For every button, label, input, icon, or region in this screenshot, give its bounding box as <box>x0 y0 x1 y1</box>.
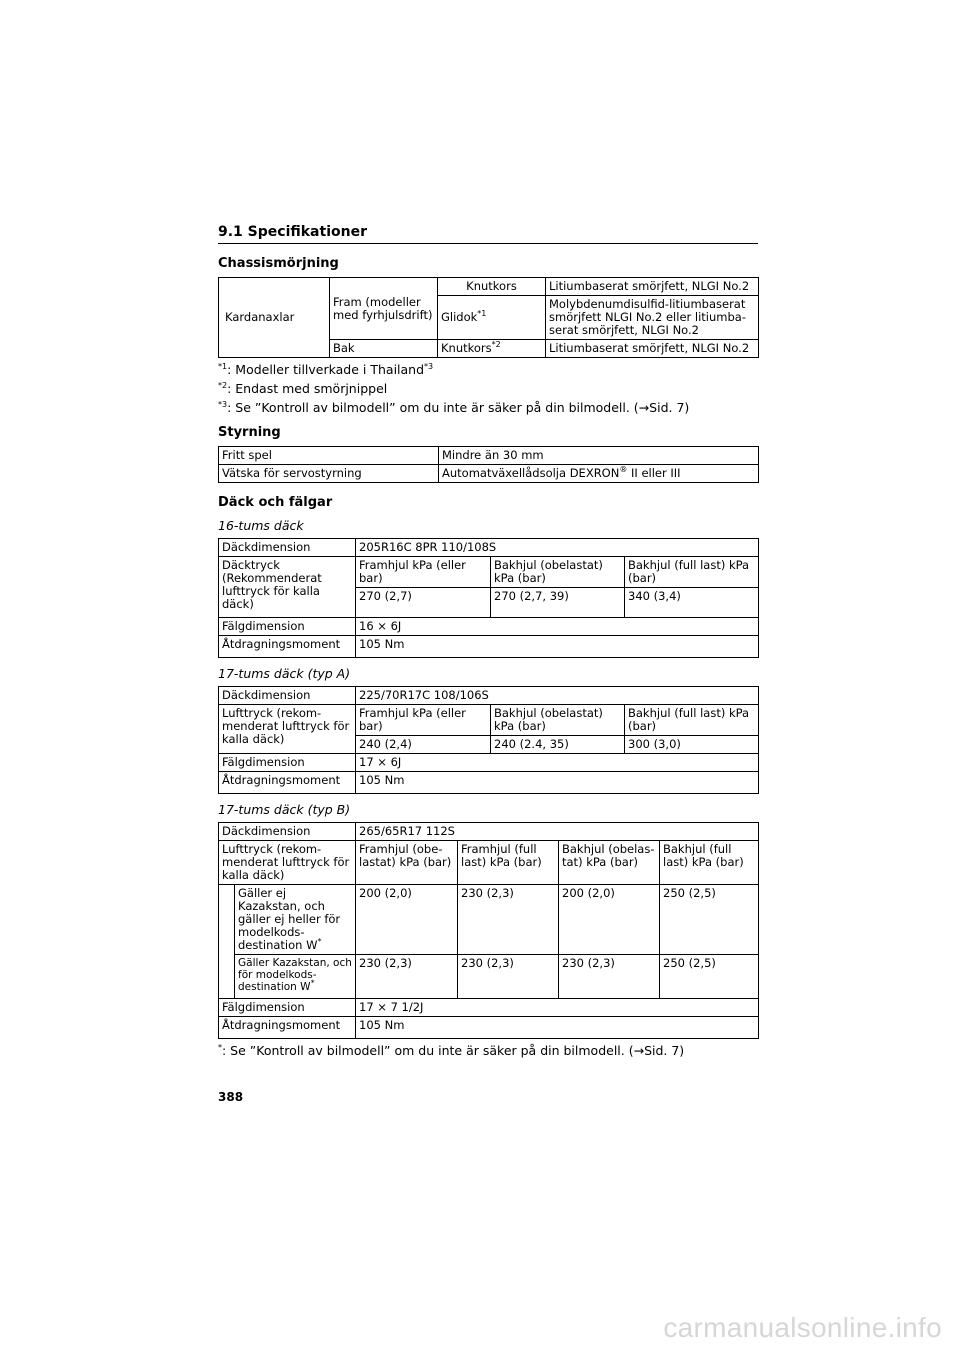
pressure-value: 230 (2,3) <box>458 885 559 955</box>
dim-value: 225/70R17C 108/106S <box>356 687 759 705</box>
pressure-header: Bakhjul (full last) kPa (bar) <box>625 705 759 736</box>
torque-value: 105 Nm <box>356 1017 759 1039</box>
chassis-row-label: Kardanaxlar <box>219 278 330 358</box>
chassis-spec: Litiumbaserat smörjfett, NLGI No.2 <box>546 278 759 296</box>
steering-title: Styrning <box>218 425 281 440</box>
watermark: carmanualsonline.info <box>663 1312 942 1343</box>
pressure-header: Bakhjul (obelas-tat) kPa (bar) <box>559 841 660 885</box>
table-row <box>219 557 759 588</box>
pressure-value: 230 (2,3) <box>458 955 559 999</box>
torque-label: Åtdragningsmoment <box>219 636 356 658</box>
table-row <box>219 465 759 483</box>
pressure-value: 230 (2,3) <box>356 955 458 999</box>
pressure-header: Framhjul (obe-lastat) kPa (bar) <box>356 841 458 885</box>
chassis-part: Glidok$^{*1}$ <box>438 296 546 340</box>
pressure-header: Bakhjul (obelastat) kPa (bar) <box>491 557 625 588</box>
pressure-header: Bakhjul (obelastat) kPa (bar) <box>491 705 625 736</box>
table-row <box>219 278 759 296</box>
tires-17a-caption: 17-tums däck (typ A) <box>218 666 351 681</box>
rim-value: 16 × 6J <box>356 618 759 636</box>
torque-label: Åtdragningsmoment <box>219 772 356 794</box>
dim-label: Däckdimension <box>219 823 356 841</box>
table-row <box>219 823 759 841</box>
pressure-header: Framhjul (full last) kPa (bar) <box>458 841 559 885</box>
tires-16-caption: 16-tums däck <box>218 518 304 533</box>
steering-value: Mindre än 30 mm <box>439 447 759 465</box>
note: $^{*3}$: Se ”Kontroll av bilmodell” om du inte är säker på din bilmodell. (→Sid. 7) <box>218 399 690 415</box>
steering-table <box>218 446 759 483</box>
chassis-table <box>218 277 759 358</box>
steering-label: Fritt spel <box>219 447 439 465</box>
pressure-value: 250 (2,5) <box>660 885 759 955</box>
chassis-notes <box>218 362 758 415</box>
tires-17b-caption: 17-tums däck (typ B) <box>218 802 351 817</box>
pressure-header: Bakhjul (full last) kPa (bar) <box>625 557 759 588</box>
pressure-value: 300 (3,0) <box>625 736 759 754</box>
table-row <box>219 447 759 465</box>
torque-value: 105 Nm <box>356 636 759 658</box>
table-row <box>219 687 759 705</box>
indent-cell <box>219 885 235 955</box>
page-number: 388 <box>218 1090 244 1104</box>
torque-label: Åtdragningsmoment <box>219 1017 356 1039</box>
rim-label: Fälgdimension <box>219 754 356 772</box>
chassis-spec: Molybdenumdisulfid-litiumbaserat smörjfett NLGI No.2 eller litiumba-serat smörjfett, NLGI No.2 <box>546 296 759 340</box>
table-row <box>219 636 759 658</box>
pressure-value: 250 (2,5) <box>660 955 759 999</box>
note: $^{*2}$: Endast med smörjnippel <box>218 380 388 396</box>
table-row <box>219 618 759 636</box>
pressure-value: 200 (2,0) <box>559 885 660 955</box>
dim-value: 265/65R17 112S <box>356 823 759 841</box>
table-row <box>219 539 759 557</box>
dim-label: Däckdimension <box>219 539 356 557</box>
steering-label: Vätska för servostyrning <box>219 465 439 483</box>
pressure-label: Lufttryck (rekom-menderat lufttryck för kalla däck) <box>219 705 356 754</box>
pressure-label: Lufttryck (rekom-menderat lufttryck för kalla däck) <box>219 841 356 885</box>
page-content <box>218 224 758 1058</box>
pressure-value: 240 (2,4) <box>356 736 491 754</box>
dim-label: Däckdimension <box>219 687 356 705</box>
pressure-value: 230 (2,3) <box>559 955 660 999</box>
chassis-title: Chassismörjning <box>218 256 339 271</box>
chassis-spec: Litiumbaserat smörjfett, NLGI No.2 <box>546 340 759 358</box>
torque-value: 105 Nm <box>356 772 759 794</box>
pressure-label: Däcktryck (Rekommenderat lufttryck för kalla däck) <box>219 557 356 618</box>
footnote: *: Se ”Kontroll av bilmodell” om du inte är säker på din bilmodell. (→Sid. 7) <box>218 1042 685 1058</box>
pressure-header: Framhjul kPa (eller bar) <box>356 705 491 736</box>
rim-label: Fälgdimension <box>219 999 356 1017</box>
dim-value: 205R16C 8PR 110/108S <box>356 539 759 557</box>
table-row <box>219 841 759 885</box>
table-row <box>219 885 759 955</box>
table-row <box>219 999 759 1017</box>
table-row <box>219 1017 759 1039</box>
chassis-part: Knutkors$^{*2}$ <box>438 340 546 358</box>
pressure-value: 270 (2,7, 39) <box>491 588 625 618</box>
destination-label: Gäller ej Kazakstan, och gäller ej heller för modelkods-destination W* <box>235 885 356 955</box>
table-row <box>219 772 759 794</box>
pressure-value: 240 (2.4, 35) <box>491 736 625 754</box>
chassis-front-label: Fram (modeller med fyrhjulsdrift) <box>330 278 438 340</box>
note: $^{*1}$: Modeller tillverkade i Thailand$^{*3}$ <box>218 361 434 377</box>
rim-value: 17 × 6J <box>356 754 759 772</box>
section-header: 9.1 Specifikationer <box>218 224 758 244</box>
tires-17b-table <box>218 822 759 1039</box>
indent-cell <box>219 955 235 999</box>
chassis-rear-label: Bak <box>330 340 438 358</box>
pressure-value: 200 (2,0) <box>356 885 458 955</box>
tires-16-table <box>218 538 759 658</box>
rim-value: 17 × 7 1/2J <box>356 999 759 1017</box>
tires-17a-table <box>218 686 759 794</box>
pressure-value: 270 (2,7) <box>356 588 491 618</box>
destination-label: Gäller Kazakstan, och för modelkods-destination W* <box>235 955 356 999</box>
table-row <box>219 955 759 999</box>
pressure-header: Framhjul kPa (eller bar) <box>356 557 491 588</box>
table-row <box>219 754 759 772</box>
rim-label: Fälgdimension <box>219 618 356 636</box>
tires-title: Däck och fälgar <box>218 495 333 510</box>
pressure-header: Bakhjul (full last) kPa (bar) <box>660 841 759 885</box>
chassis-part: Knutkors <box>438 278 546 296</box>
table-row <box>219 705 759 736</box>
steering-value: Automatväxellådsolja DEXRON® II eller III <box>439 465 759 483</box>
pressure-value: 340 (3,4) <box>625 588 759 618</box>
